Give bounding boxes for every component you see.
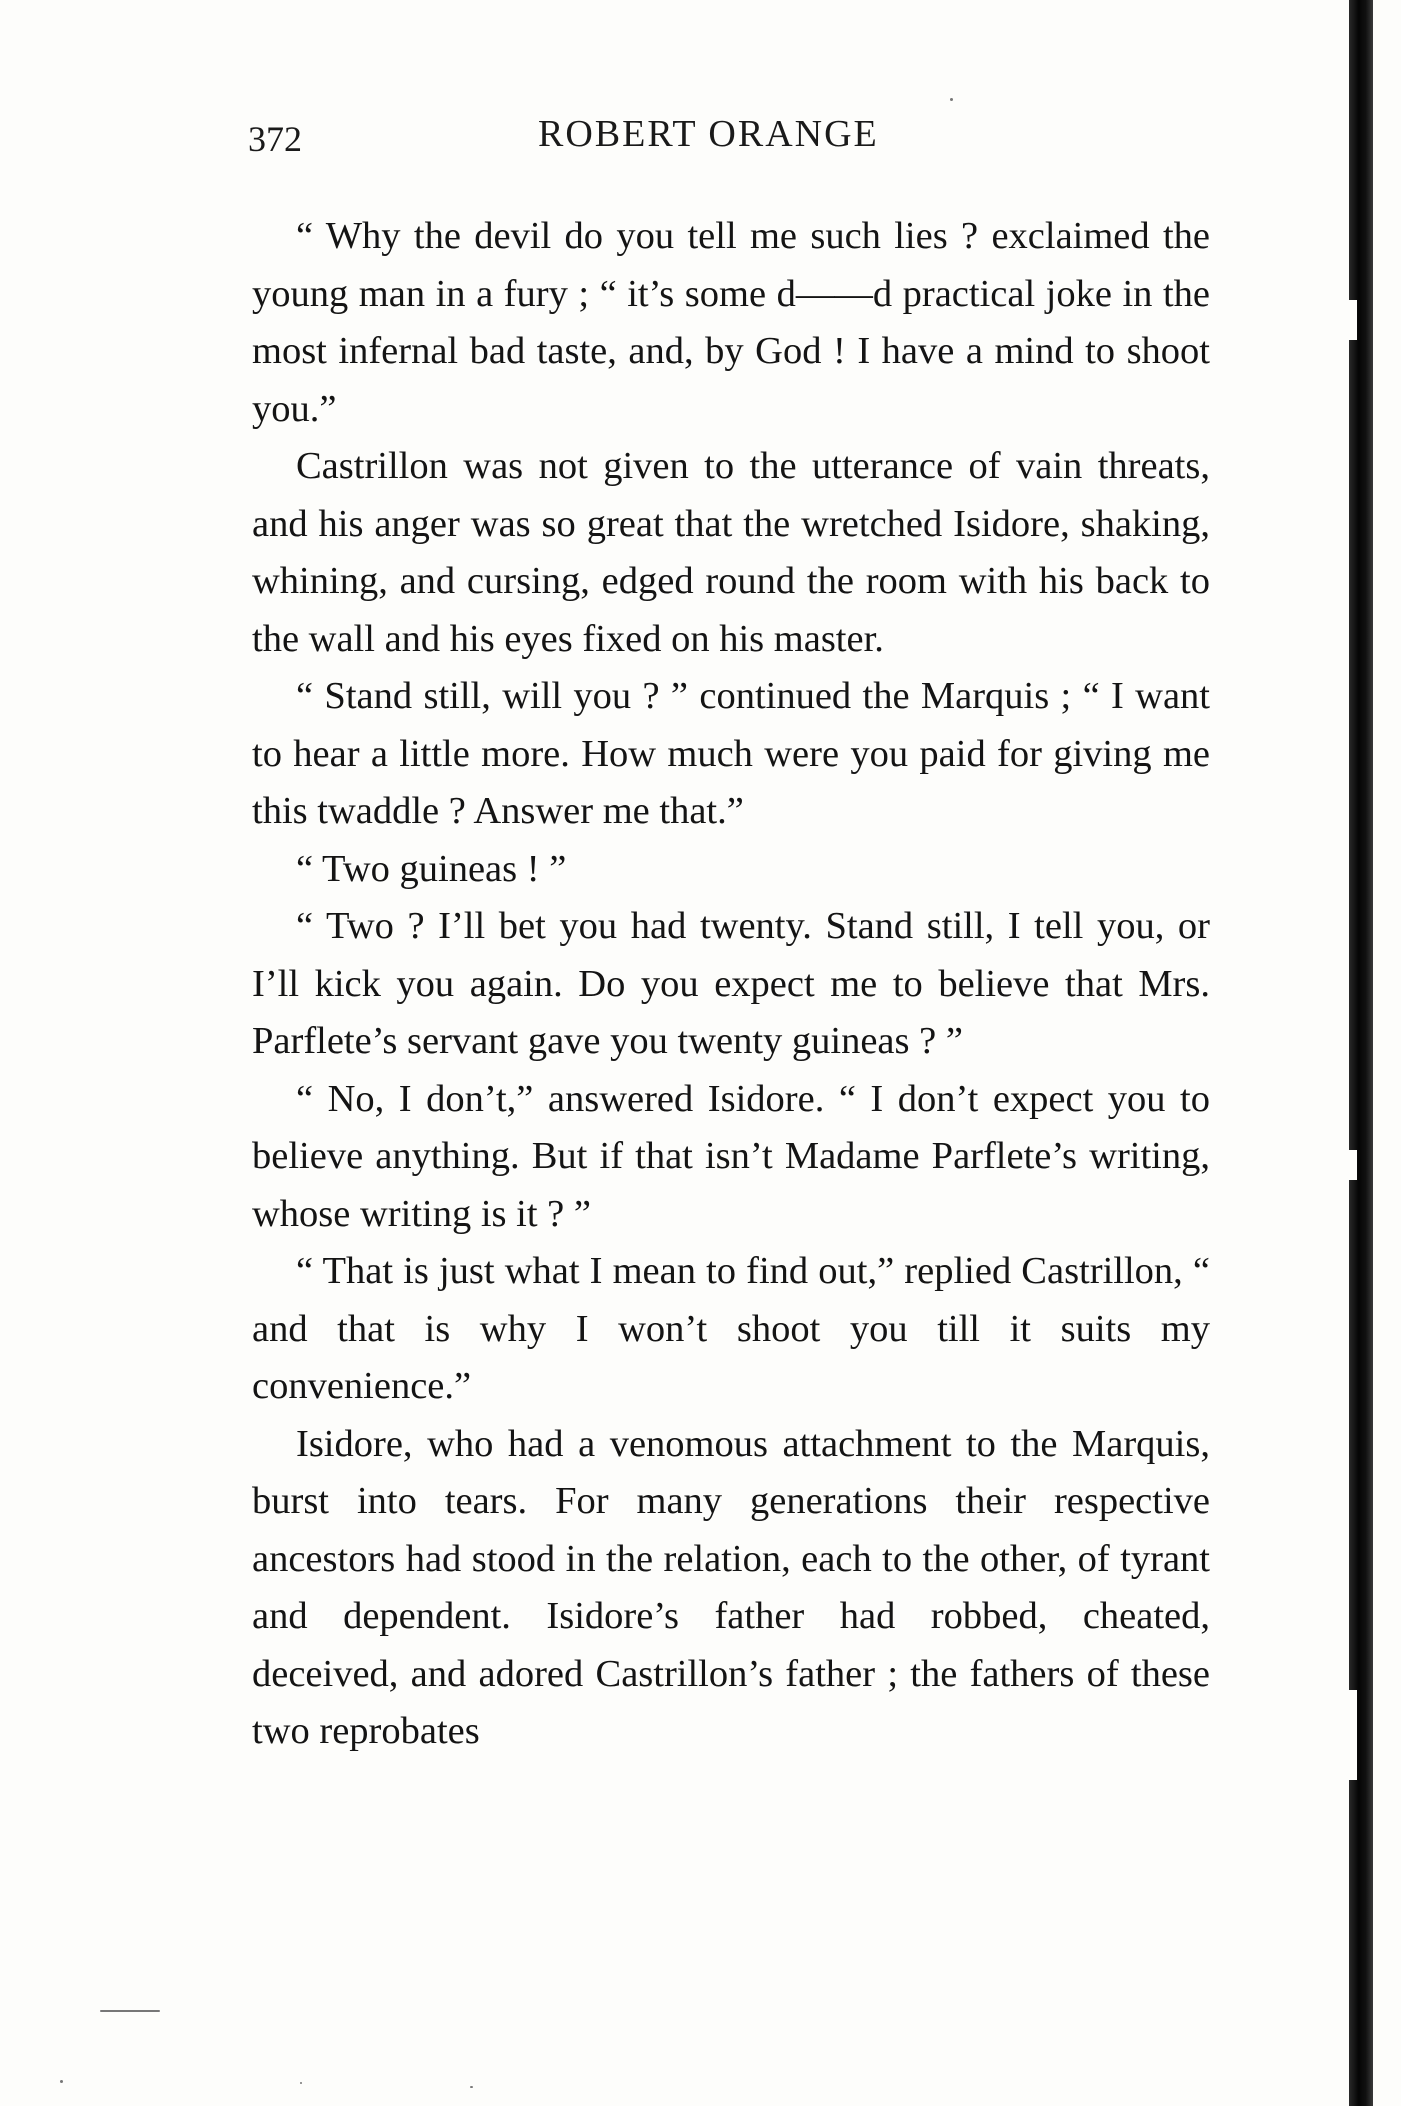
paragraph: Castrillon was not given to the utterance of vain threats, and his anger was so great that the wretched Isidore, shaking, whining, and cursing, edged round the room with his back to the wall and his eyes fixed on his master. [252,445,1210,660]
edge-notch [1343,1690,1357,1780]
paper-speck [300,2082,302,2084]
edge-notch [1343,1150,1357,1180]
paragraph: “ Two guineas ! ” [296,847,567,890]
page-number: 372 [248,119,302,159]
edge-notch [1343,300,1357,340]
paper-speck [950,98,953,101]
paragraph: “ Why the devil do you tell me such lies ? exclaimed the young man in a fury ; “ it’s some d——d practical joke in the most infernal bad taste, and, by God ! I have a mind to shoot you.” [252,215,1210,430]
paper-speck [470,2086,473,2088]
paragraph: “ That is just what I mean to find out,” replied Castrillon, “ and that is why I won’t shoot you till it suits my convenience.” [252,1250,1210,1407]
page-header [248,112,1208,172]
paper-mark [100,2010,160,2012]
paragraph: Isidore, who had a venomous attachment to the Marquis, burst into tears. For many generations their respective ancestors had stood in the relation, each to the other, of tyrant and dependent. Isidore’s father had robbed, cheated, deceived, and adored Castrillon’s father ; the fathers of these two reprobates [252,1422,1210,1752]
paragraph: “ No, I don’t,” answered Isidore. “ I don’t expect you to believe anything. But if that isn’t Madame Parflete’s writing, whose writing is it ? ” [252,1077,1210,1235]
paragraph: “ Stand still, will you ? ” continued the Marquis ; “ I want to hear a little more. How much were you paid for giving me this twaddle ? Answer me that.” [252,675,1210,832]
body-text [252,208,1210,1761]
paragraph: “ Two ? I’ll bet you had twenty. Stand still, I tell you, or I’ll kick you again. Do you expect me to believe that Mrs. Parflete’s servant gave you twenty guineas ? ” [252,905,1210,1062]
paper-speck [60,2080,63,2083]
running-title: ROBERT ORANGE [538,113,879,155]
